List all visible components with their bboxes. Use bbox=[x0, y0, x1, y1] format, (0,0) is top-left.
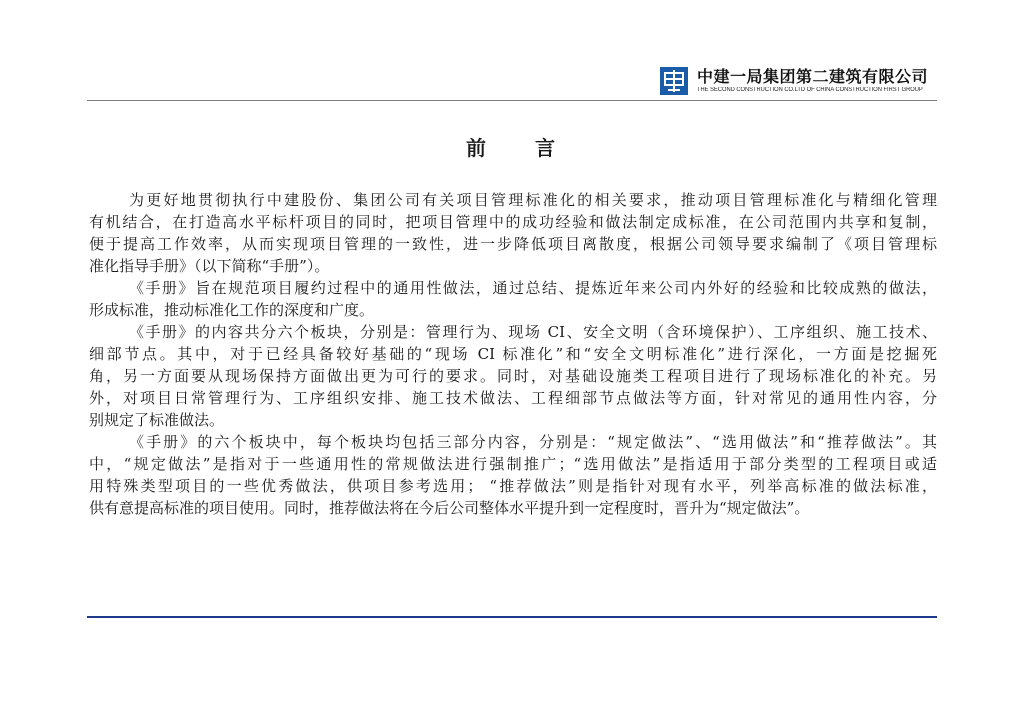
footer-divider bbox=[87, 616, 937, 618]
body-line: 《手册》旨在规范项目履约过程中的通用性做法，通过总结、提炼近年来公司内外好的经验和比较成熟的做法， bbox=[129, 279, 937, 297]
body-line: 中，“规定做法”是指对于一些通用性的常规做法进行强制推广；“选用做法”是指适用于部分类型的工程项目或适 bbox=[89, 455, 937, 473]
body-line: 形成标准，推动标准化工作的深度和广度。 bbox=[89, 301, 375, 319]
page-title: 前 言 bbox=[466, 136, 558, 160]
paragraph bbox=[89, 321, 937, 431]
paragraph bbox=[89, 431, 937, 519]
body-line: 准化指导手册》（以下简称“手册”）。 bbox=[89, 257, 330, 275]
body-line: 《手册》的六个板块中，每个板块均包括三部分内容，分别是：“规定做法”、“选用做法”和“推荐做法”。其 bbox=[129, 433, 937, 451]
body-line: 别规定了标准做法。 bbox=[89, 411, 225, 429]
body-line: 《手册》的内容共分六个板块，分别是：管理行为、现场 CI、安全文明（含环境保护）、工序组织、施工技术、 bbox=[129, 323, 937, 341]
body-line: 角，另一方面要从现场保持方面做出更为可行的要求。同时，对基础设施类工程项目进行了现场标准化的补充。另 bbox=[89, 367, 937, 385]
header-divider bbox=[87, 100, 937, 101]
company-logo-icon bbox=[660, 67, 688, 95]
body-line: 便于提高工作效率，从而实现项目管理的一致性，进一步降低项目离散度，根据公司领导要求编制了《项目管理标 bbox=[89, 235, 937, 253]
company-name: 中建一局集团第二建筑有限公司 bbox=[697, 67, 929, 86]
paragraph bbox=[89, 189, 937, 277]
paragraph bbox=[89, 277, 937, 321]
body-line: 用特殊类型项目的一些优秀做法，供项目参考选用； “推荐做法”则是指针对现有水平，列举高标准的做法标准， bbox=[89, 477, 937, 495]
body-line: 细部节点。其中，对于已经具备较好基础的“现场 CI 标准化”和“安全文明标准化”进行深化，一方面是挖掘死 bbox=[89, 345, 937, 363]
company-name-english: THE SECOND CONSTRUCTION CO.LTD OF CHINA CONSTRUCTION FIRST GROUP bbox=[697, 87, 923, 93]
body-line: 有机结合，在打造高水平标杆项目的同时，把项目管理中的成功经验和做法制定成标准，在公司范围内共享和复制， bbox=[89, 213, 937, 231]
body-line: 外，对项目日常管理行为、工序组织安排、施工技术做法、工程细部节点做法等方面，针对常见的通用性内容，分 bbox=[89, 389, 937, 407]
document-body bbox=[89, 189, 937, 519]
body-line: 为更好地贯彻执行中建股份、集团公司有关项目管理标准化的相关要求，推动项目管理标准化与精细化管理 bbox=[129, 191, 937, 209]
body-line: 供有意提高标准的项目使用。同时，推荐做法将在今后公司整体水平提升到一定程度时，晋升为“规定做法”。 bbox=[89, 499, 810, 517]
